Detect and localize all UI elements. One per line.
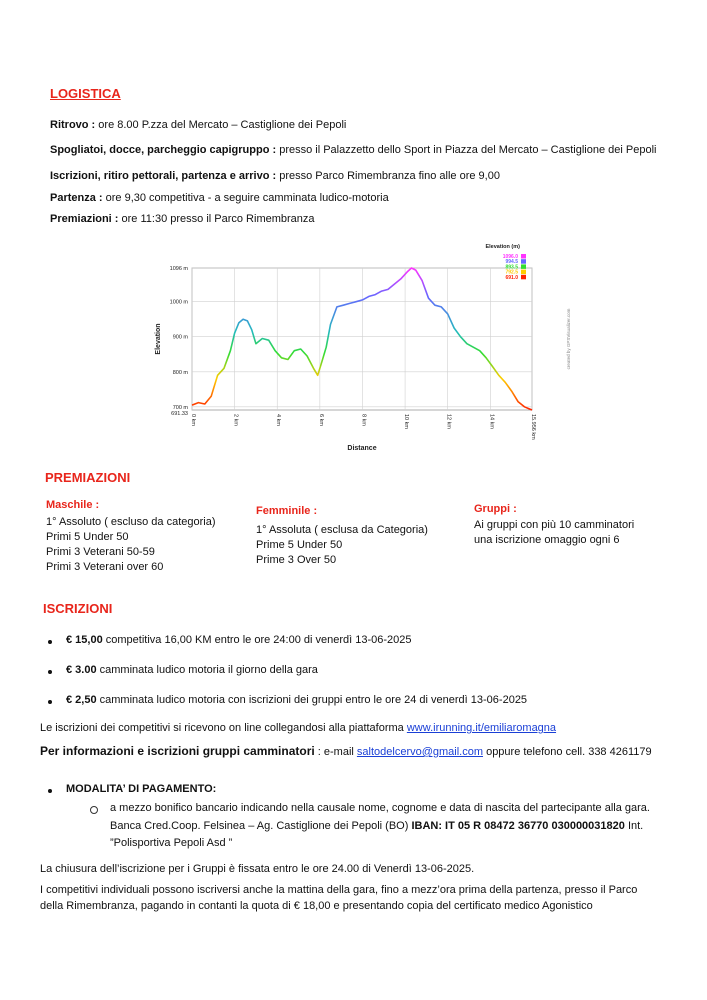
premiazioni-title: PREMIAZIONI [45, 470, 131, 485]
online-text: Le iscrizioni dei competitivi si ricevono on line collegandosi alla piattaforma [40, 722, 407, 734]
gruppi-block [474, 503, 634, 548]
ritrovo-text: ore 8.00 P.zza del Mercato – Castiglione dei Pepoli [95, 119, 347, 131]
x-tick-label: 15.956 km [530, 414, 536, 440]
maschile-line: Primi 3 Veterani over 60 [46, 561, 164, 573]
bonifico-bank: Banca Cred.Coop. Felsinea – Ag. Castiglione dei Pepoli (BO) [110, 820, 412, 832]
legend-swatch [521, 259, 526, 264]
x-axis-title: Distance [347, 445, 377, 452]
femminile-title: Femminile : [256, 505, 318, 517]
legend-swatch [521, 270, 526, 275]
price-text: camminata ludico motoria con iscrizioni dei gruppi entro le ore 24 di venerdì 13-06-2025 [96, 694, 528, 706]
x-tick-label: 10 km [403, 414, 410, 429]
x-tick-label: 0 km [190, 414, 196, 426]
irunning-link[interactable]: www.irunning.it/emiliaromagna [406, 722, 557, 734]
femminile-line: Prime 5 Under 50 [256, 539, 343, 551]
iscrizioni-line [50, 170, 500, 182]
bullet-icon [48, 789, 52, 793]
maschile-line: Primi 3 Veterani 50-59 [46, 546, 155, 558]
bonifico-iban: IBAN: IT 05 R 08472 36770 030000031820 [411, 820, 625, 832]
premiazioni-label: Premiazioni : [50, 213, 119, 225]
premiazioni-line [50, 213, 315, 225]
x-tick-label: 4 km [275, 414, 282, 426]
legend-value: 691.0 [505, 274, 518, 281]
y-axis-title: Elevation [155, 323, 162, 355]
iscrizioni-title: ISCRIZIONI [43, 601, 113, 616]
credit-text: created by GPSVisualizer.com [566, 308, 571, 370]
price-item [66, 634, 412, 646]
legend-value: 994.5 [505, 259, 518, 266]
legend-swatch [521, 275, 526, 280]
gruppi-title: Gruppi : [474, 503, 517, 515]
ritrovo-line [50, 119, 346, 131]
spogliatoi-label: Spogliatoi, docce, parcheggio capigruppo : [50, 144, 277, 156]
y-tick-label: 700 m [172, 404, 188, 411]
elevation-chart [150, 240, 580, 455]
email-link[interactable]: saltodelcervo@gmail.com [356, 746, 484, 758]
info-label: Per informazioni e iscrizioni gruppi camminatori [40, 744, 315, 758]
spogliatoi-text: presso il Palazzetto dello Sport in Piazza del Mercato – Castiglione dei Pepoli [276, 144, 657, 156]
logistica-title: LOGISTICA [50, 86, 121, 101]
y-tick-label: 691.33 [171, 411, 188, 417]
price-item [66, 694, 527, 706]
iscrizioni-label: Iscrizioni, ritiro pettorali, partenza e arrivo : [50, 170, 277, 182]
femminile-block [256, 505, 428, 568]
price-text: competitiva 16,00 KM entro le ore 24:00 di venerdì 13-06-2025 [102, 634, 412, 646]
chiusura-line: La chiusura dell’iscrizione per i Gruppi è fissata entro le ore 24.00 di Venerdì 13-06-2025. [40, 863, 475, 875]
partenza-line [50, 192, 389, 204]
y-tick-label: 1096 m [169, 266, 188, 272]
partenza-label: Partenza : [50, 192, 103, 204]
y-tick-label: 800 m [172, 369, 188, 376]
bonifico-line2 [110, 820, 643, 832]
partenza-text: ore 9,30 competitiva - a seguire camminata ludico-motoria [102, 192, 389, 204]
maschile-block [46, 499, 216, 575]
gruppi-line: Ai gruppi con più 10 camminatori [474, 519, 635, 531]
legend-swatch [521, 264, 526, 269]
pagamento-title: MODALITA’ DI PAGAMENTO: [66, 783, 217, 795]
spogliatoi-line [50, 144, 656, 156]
legend-title: Elevation (m) [485, 244, 520, 250]
x-tick-label: 14 km [488, 414, 495, 429]
legend-value: 1096.0 [502, 254, 518, 260]
price-value: € 2,50 [66, 694, 97, 706]
bonifico-line1: a mezzo bonifico bancario indicando nella causale nome, cognome e data di nascita del partecipante alla gara. [110, 802, 650, 814]
legend-value: 893.5 [505, 264, 518, 271]
bonifico-int: Int. [624, 820, 644, 832]
x-tick-label: 12 km [445, 414, 452, 429]
maschile-line: Primi 5 Under 50 [46, 531, 129, 543]
y-tick-label: 1000 m [169, 299, 188, 306]
x-tick-label: 6 km [317, 414, 324, 426]
femminile-line: Prime 3 Over 50 [256, 554, 337, 566]
ritrovo-label: Ritrovo : [50, 119, 96, 131]
competitivi-line1: I competitivi individuali possono iscriversi anche la mattina della gara, fino a mezz’ora prima della partenza, presso il Parco [40, 884, 638, 896]
y-tick-label: 900 m [172, 334, 188, 341]
price-value: € 15,00 [66, 634, 103, 646]
price-item [66, 664, 318, 676]
x-tick-label: 2 km [232, 414, 239, 426]
online-line [40, 722, 556, 734]
bullet-icon [48, 670, 52, 674]
plot-frame [192, 268, 532, 410]
legend-swatch [521, 254, 526, 259]
info-text: : e-mail [314, 746, 357, 758]
femminile-line: 1° Assoluta ( esclusa da Categoria) [256, 524, 428, 536]
bonifico-line3: ”Polisportiva Pepoli Asd ” [110, 837, 233, 849]
premiazioni-text: ore 11:30 presso il Parco Rimembranza [118, 213, 315, 225]
price-value: € 3.00 [66, 664, 97, 676]
info-line [40, 744, 652, 758]
price-text: camminata ludico motoria il giorno della gara [96, 664, 318, 676]
circle-bullet-icon [90, 806, 98, 814]
maschile-title: Maschile : [46, 499, 100, 511]
x-tick-label: 8 km [360, 414, 367, 426]
iscrizioni-text: presso Parco Rimembranza fino alle ore 9,00 [276, 170, 500, 182]
bullet-icon [48, 700, 52, 704]
bullet-icon [48, 640, 52, 644]
info-phone: oppure telefono cell. 338 4261179 [483, 746, 652, 758]
competitivi-line2: della Rimembranza, pagando in contanti la quota di € 18,00 e presentando copia del certificato medico Agonistico [40, 900, 593, 912]
gruppi-line: una iscrizione omaggio ogni 6 [474, 534, 620, 546]
maschile-line: 1° Assoluto ( escluso da categoria) [46, 516, 216, 528]
legend-value: 792.5 [505, 269, 518, 276]
